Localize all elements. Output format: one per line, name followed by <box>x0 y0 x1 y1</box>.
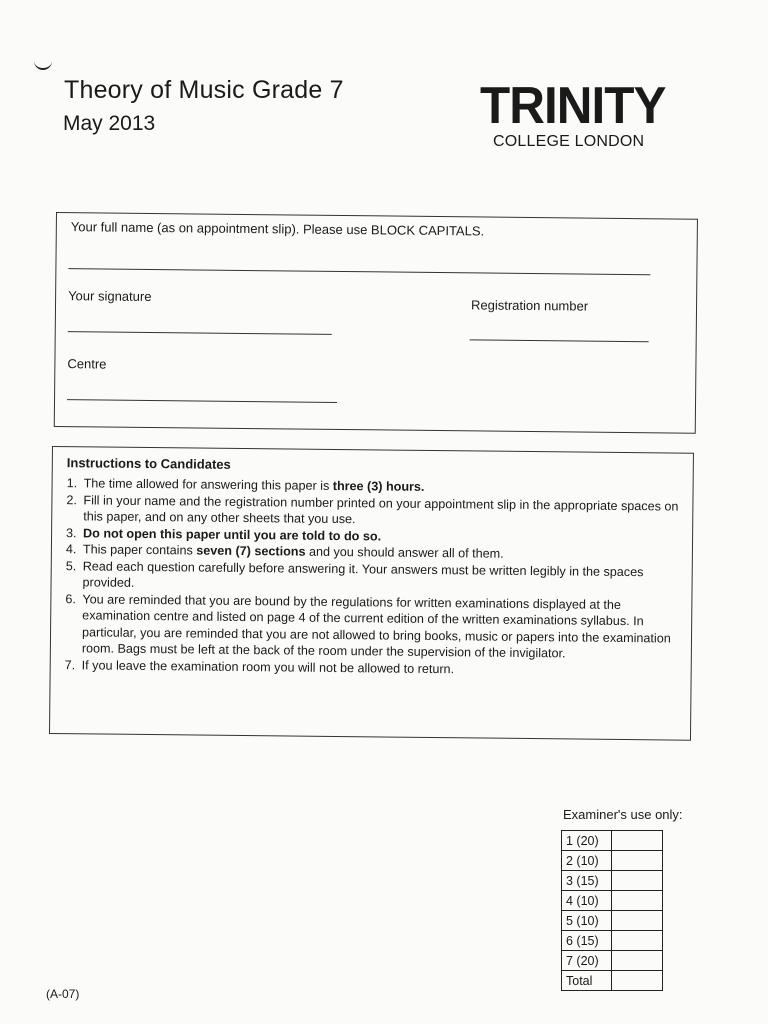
section-label: 7 (20) <box>562 951 612 971</box>
instruction-text: You are reminded that you are bound by the regulations for written examinations displayed at the examination centre and listed on page 4 of the current edition of the written examinations syllabus. In particular, you are reminded that you are not allowed to bring books, music or papers into the examination room. Bags must be left at the back of the room under the supervision of the invigilator. <box>81 591 671 661</box>
table-row <box>562 911 663 931</box>
section-label: 5 (10) <box>562 911 612 931</box>
table-row <box>562 851 663 871</box>
mark-cell[interactable] <box>612 931 663 951</box>
section-label: 1 (20) <box>562 831 612 851</box>
instruction-number: 4. <box>65 542 77 557</box>
page-title: Theory of Music Grade 7 <box>64 76 344 104</box>
mark-cell[interactable] <box>612 851 663 871</box>
instruction-text: If you leave the examination room you will not be allowed to return. <box>81 657 455 676</box>
signature-field[interactable] <box>68 331 332 335</box>
table-row <box>562 871 663 891</box>
centre-field[interactable] <box>67 399 337 403</box>
mark-cell[interactable] <box>612 971 663 991</box>
registration-number-field[interactable] <box>470 339 649 342</box>
instruction-text: and you should answer all of them. <box>305 544 504 561</box>
exam-date: May 2013 <box>63 112 156 135</box>
instruction-number: 1. <box>66 476 78 491</box>
table-row <box>562 951 663 971</box>
mark-cell[interactable] <box>612 911 663 931</box>
instructions-box <box>49 446 694 741</box>
section-label: Total <box>562 971 612 991</box>
table-row <box>562 971 663 991</box>
signature-label: Your signature <box>68 288 152 305</box>
examiner-use-label: Examiner's use only: <box>563 807 683 822</box>
table-row <box>562 891 663 911</box>
mark-cell[interactable] <box>612 871 663 891</box>
logo-subtitle: COLLEGE LONDON <box>493 133 645 150</box>
instruction-text: The time allowed for answering this paper is <box>83 476 333 493</box>
examiner-marks-table <box>561 830 663 991</box>
instruction-text: Read each question carefully before answering it. Your answers must be written legibly in the spaces provided. <box>82 558 644 590</box>
instruction-text: This paper contains <box>82 542 197 558</box>
instruction-text: three (3) hours. <box>332 478 425 494</box>
full-name-label: Your full name (as on appointment slip). Please use BLOCK CAPITALS. <box>70 219 485 239</box>
candidate-details-box <box>54 212 698 434</box>
instructions-list <box>65 475 682 679</box>
table-row <box>562 931 663 951</box>
centre-label: Centre <box>67 356 107 372</box>
section-label: 2 (10) <box>562 851 612 871</box>
instruction-text: seven (7) sections <box>196 543 306 559</box>
mark-cell[interactable] <box>612 951 663 971</box>
corner-mark <box>34 58 52 70</box>
section-label: 3 (15) <box>562 871 612 891</box>
instruction-item <box>65 591 681 663</box>
section-label: 6 (15) <box>562 931 612 951</box>
mark-cell[interactable] <box>612 831 663 851</box>
instruction-number: 5. <box>65 558 77 573</box>
section-label: 4 (10) <box>562 891 612 911</box>
instruction-number: 7. <box>64 657 76 672</box>
full-name-field[interactable] <box>68 268 650 275</box>
instructions-heading: Instructions to Candidates <box>66 455 231 472</box>
mark-cell[interactable] <box>612 891 663 911</box>
trinity-logo: TRINITY <box>480 77 666 135</box>
table-row <box>562 831 663 851</box>
paper-code: (A-07) <box>46 987 80 1001</box>
instruction-number: 2. <box>66 492 78 507</box>
registration-number-label: Registration number <box>470 297 589 314</box>
instruction-number: 6. <box>65 591 76 606</box>
instruction-number: 3. <box>66 525 77 540</box>
instruction-text: Do not open this paper until you are told to do so. <box>83 525 382 543</box>
instruction-text: Fill in your name and the registration number printed on your appointment slip in the appropriate spaces on this paper, and on any other sheets that you use. <box>83 492 679 527</box>
